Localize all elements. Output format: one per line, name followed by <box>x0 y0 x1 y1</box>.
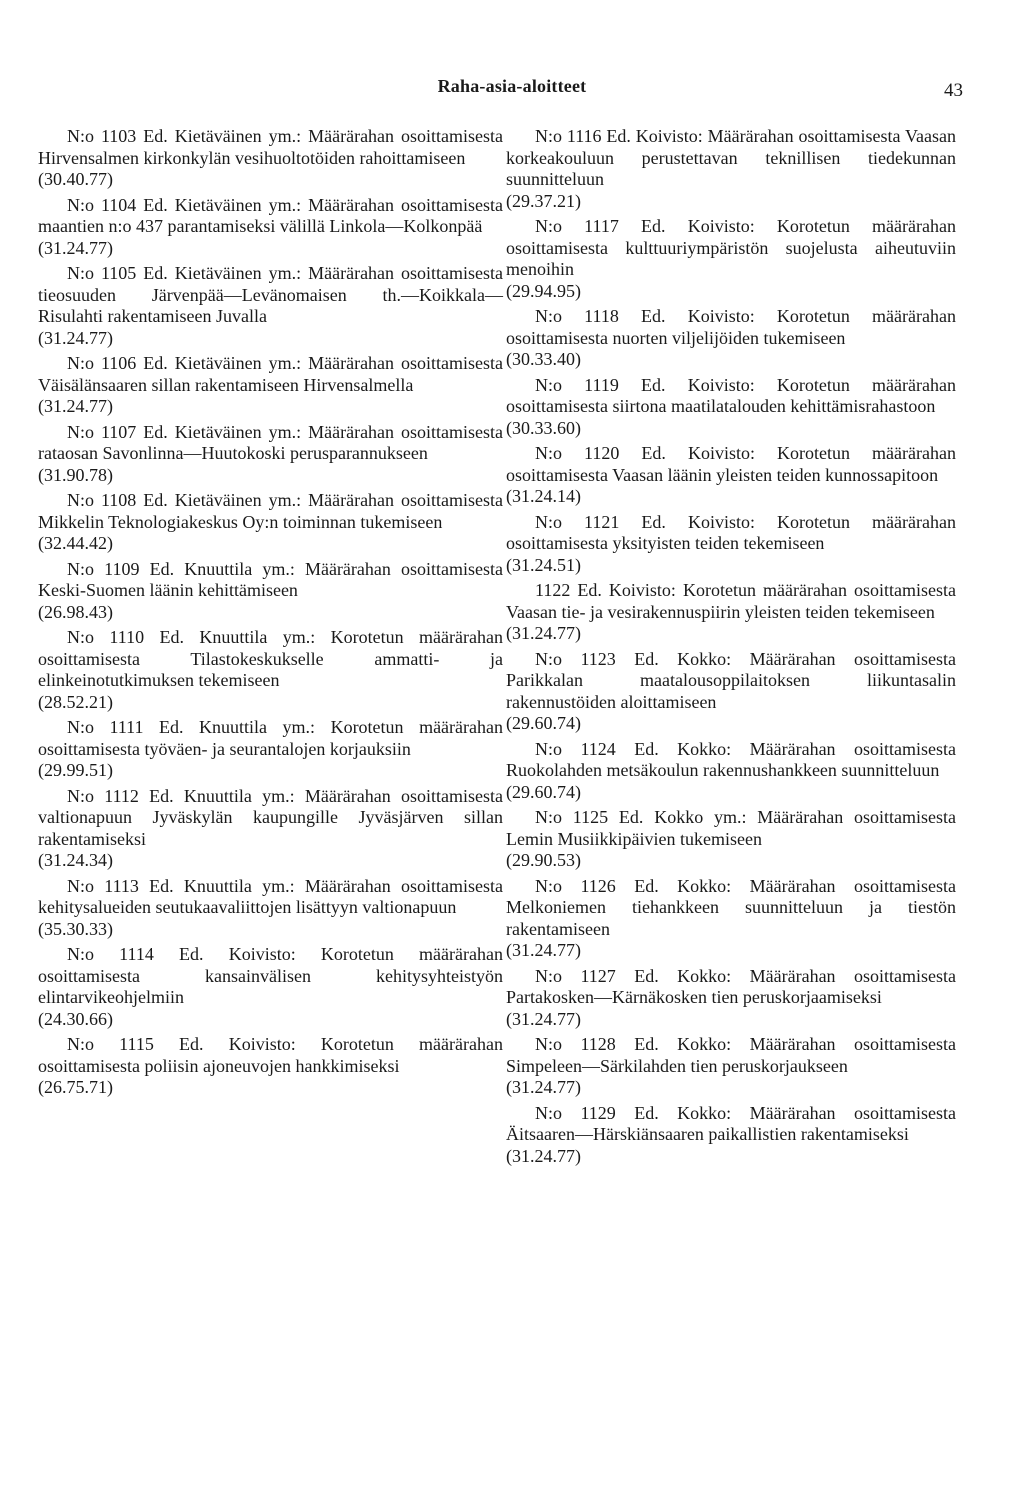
motion-text: N:o 1104 Ed. Kietäväinen ym.: Määrärahan osoittamisesta maantien n:o 437 parantamiseksi välillä Linkola—Kolkonpää <box>38 194 503 236</box>
budget-item-code: (30.40.77) <box>38 169 113 189</box>
budget-item-code: (26.75.71) <box>38 1077 113 1097</box>
motion-text: N:o 1113 Ed. Knuuttila ym.: Määrärahan osoittamisesta kehitysalueiden seutukaavaliittojen lisättyyn valtionapuun <box>38 875 503 917</box>
motion-entry <box>506 306 956 371</box>
motion-entry <box>38 422 503 487</box>
motion-entry <box>38 627 503 713</box>
motion-text: N:o 1129 Ed. Kokko: Määrärahan osoittamisesta Äitsaaren—Härskiänsaaren paikallistien rakentamiseksi <box>506 1102 956 1144</box>
motion-entry <box>38 876 503 941</box>
motion-entry <box>38 263 503 349</box>
budget-item-code: (31.24.77) <box>38 327 113 348</box>
budget-item-code: (31.24.77) <box>506 1145 581 1166</box>
motion-entry <box>38 353 503 418</box>
budget-item-code: (31.24.34) <box>38 850 113 870</box>
budget-item-code: (31.24.77) <box>506 1077 581 1097</box>
motion-entry <box>506 966 956 1031</box>
motion-entry <box>506 580 956 645</box>
motion-entry <box>506 126 956 212</box>
motion-entry <box>506 807 956 872</box>
motion-entry <box>38 717 503 782</box>
motion-text: N:o 1128 Ed. Kokko: Määrärahan osoittamisesta Simpeleen—Särkilahden tien peruskorjaukseen <box>506 1034 956 1076</box>
motion-entry <box>506 876 956 962</box>
motion-text: N:o 1123 Ed. Kokko: Määrärahan osoittamisesta Parikkalan maatalousoppilaitoksen liikuntasalin rakennustöiden aloittamiseen <box>506 648 956 712</box>
budget-item-code: (29.60.74) <box>506 713 581 733</box>
motion-text: N:o 1125 Ed. Kokko ym.: Määrärahan osoittamisesta Lemin Musiikkipäivien tukemiseen <box>506 807 956 849</box>
motion-entry <box>38 490 503 555</box>
budget-item-code: (29.90.53) <box>506 850 581 870</box>
motion-entry <box>506 1103 956 1168</box>
motion-text: N:o 1117 Ed. Koivisto: Korotetun määrärahan osoittamisesta kulttuuriympäristön suojelusta aiheutuviin menoihin <box>506 216 956 279</box>
motion-text: N:o 1107 Ed. Kietäväinen ym.: Määrärahan osoittamisesta rataosan Savonlinna—Huutokoski perusparannukseen <box>38 421 503 463</box>
motion-text: N:o 1105 Ed. Kietäväinen ym.: Määrärahan osoittamisesta tieosuuden Järvenpää—Levänomaisen th.—Koikkala—Risulahti rakentamiseen Juvalla <box>38 263 503 326</box>
motion-text: N:o 1118 Ed. Koivisto: Korotetun määrärahan osoittamisesta nuorten viljelijöiden tukemiseen <box>506 306 956 348</box>
page-number: 43 <box>944 80 963 101</box>
motion-entry <box>506 216 956 302</box>
motion-text: N:o 1124 Ed. Kokko: Määrärahan osoittamisesta Ruokolahden metsäkoulun rakennushankkeen suunnitteluun <box>506 738 956 780</box>
motion-text: N:o 1126 Ed. Kokko: Määrärahan osoittamisesta Melkoniemen tiehankkeen suunnitteluun ja tiestön rakentamiseen <box>506 875 956 939</box>
motion-text: N:o 1127 Ed. Kokko: Määrärahan osoittamisesta Partakosken—Kärnäkosken tien peruskorjaamiseksi <box>506 965 956 1007</box>
budget-item-code: (31.24.77) <box>38 237 113 258</box>
right-column <box>506 126 956 1171</box>
budget-item-code: (29.94.95) <box>506 280 581 301</box>
budget-item-code: (29.99.51) <box>38 760 113 780</box>
motion-text: N:o 1120 Ed. Koivisto: Korotetun määrärahan osoittamisesta Vaasan läänin yleisten teiden kunnossapitoon <box>506 443 956 485</box>
budget-item-code: (30.33.60) <box>506 417 581 438</box>
motion-entry <box>506 649 956 735</box>
left-column <box>38 126 503 1103</box>
motion-text: N:o 1106 Ed. Kietäväinen ym.: Määrärahan osoittamisesta Väisälänsaaren sillan rakentamiseen Hirvensalmella <box>38 353 503 395</box>
budget-item-code: (31.24.14) <box>506 486 581 506</box>
motion-text: N:o 1121 Ed. Koivisto: Korotetun määrärahan osoittamisesta yksityisten teiden tekemiseen <box>506 511 956 553</box>
motion-entry <box>38 195 503 260</box>
motion-text: N:o 1110 Ed. Knuuttila ym.: Korotetun määrärahan osoittamisesta Tilastokeskukselle ammatti- ja elinkeinotutkimuksen tekemiseen <box>38 627 503 690</box>
motion-text: N:o 1115 Ed. Koivisto: Korotetun määrärahan osoittamisesta poliisin ajoneuvojen hankkimiseksi <box>38 1034 503 1076</box>
budget-item-code: (29.37.21) <box>506 190 581 211</box>
motion-text: N:o 1108 Ed. Kietäväinen ym.: Määrärahan osoittamisesta Mikkelin Teknologiakeskus Oy:n toiminnan tukemiseen <box>38 490 503 532</box>
motion-entry <box>506 1034 956 1099</box>
budget-item-code: (31.24.77) <box>506 1008 581 1029</box>
motion-text: 1122 Ed. Koivisto: Korotetun määrärahan osoittamisesta Vaasan tie- ja vesirakennuspiirin yleisten teiden tekemiseen <box>506 580 956 622</box>
budget-item-code: (31.24.51) <box>506 554 581 575</box>
budget-item-code: (31.90.78) <box>38 464 113 485</box>
motion-entry <box>506 443 956 508</box>
motion-entry <box>38 126 503 191</box>
motion-text: N:o 1109 Ed. Knuuttila ym.: Määrärahan osoittamisesta Keski-Suomen läänin kehittämiseen <box>38 558 503 600</box>
budget-item-code: (26.98.43) <box>38 601 113 622</box>
motion-text: N:o 1114 Ed. Koivisto: Korotetun määrärahan osoittamisesta kansainvälisen kehitysyhteistyön elintarvikeohjelmiin <box>38 944 503 1007</box>
motion-text: N:o 1116 Ed. Koivisto: Määrärahan osoittamisesta Vaasan korkeakouluun perustettavan teknillisen tiedekunnan suunnitteluun <box>506 126 956 189</box>
motion-entry <box>38 1034 503 1099</box>
budget-item-code: (31.24.77) <box>506 623 581 643</box>
budget-item-code: (31.24.77) <box>38 396 113 416</box>
motion-text: N:o 1111 Ed. Knuuttila ym.: Korotetun määrärahan osoittamisesta työväen- ja seurantalojen korjauksiin <box>38 717 503 759</box>
budget-item-code: (31.24.77) <box>506 940 581 960</box>
motion-entry <box>506 375 956 440</box>
budget-item-code: (35.30.33) <box>38 918 113 939</box>
budget-item-code: (32.44.42) <box>38 533 113 553</box>
motion-entry <box>506 739 956 804</box>
motion-text: N:o 1112 Ed. Knuuttila ym.: Määrärahan osoittamisesta valtionapuun Jyväskylän kaupungille Jyväsjärven sillan rakentamiseksi <box>38 785 503 849</box>
motion-text: N:o 1103 Ed. Kietäväinen ym.: Määrärahan osoittamisesta Hirvensalmen kirkonkylän vesihuoltotöiden rahoittamiseen <box>38 126 503 168</box>
budget-item-code: (30.33.40) <box>506 349 581 369</box>
budget-item-code: (24.30.66) <box>38 1008 113 1029</box>
motion-entry <box>38 559 503 624</box>
budget-item-code: (29.60.74) <box>506 781 581 802</box>
budget-item-code: (28.52.21) <box>38 691 113 712</box>
running-header-title: Raha-asia-aloitteet <box>437 76 587 96</box>
motion-entry <box>38 944 503 1030</box>
motion-text: N:o 1119 Ed. Koivisto: Korotetun määrärahan osoittamisesta siirtona maatilatalouden kehittämisrahastoon <box>506 374 956 416</box>
motion-entry <box>506 512 956 577</box>
motion-entry <box>38 786 503 872</box>
